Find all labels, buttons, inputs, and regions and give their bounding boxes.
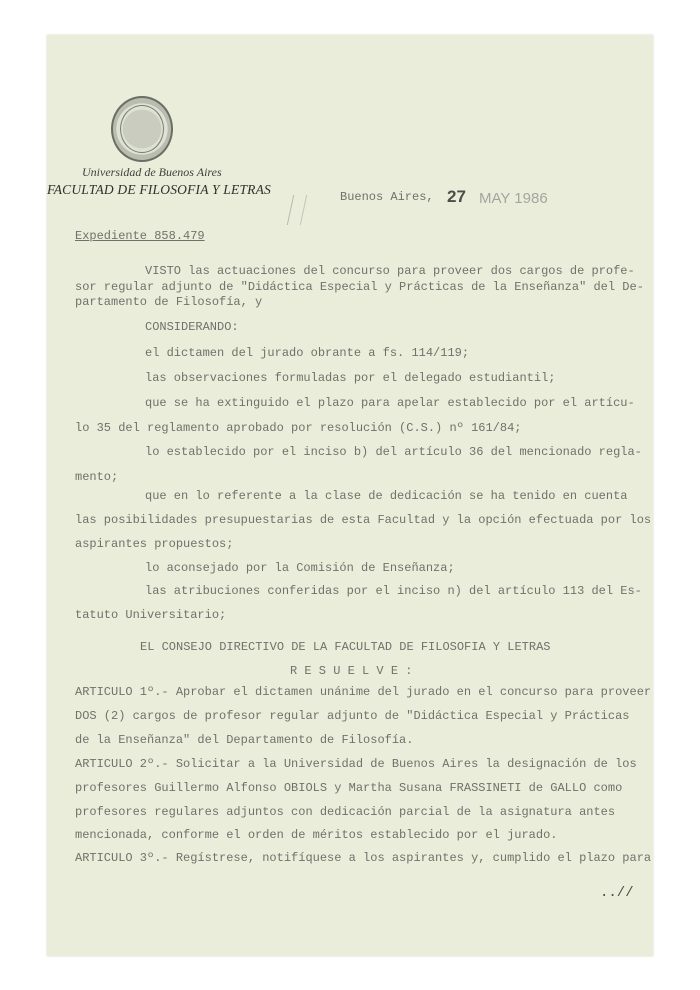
text-line: las observaciones formuladas por el delegado estudiantil; (145, 371, 556, 385)
resuelve-heading: R E S U E L V E : (290, 664, 413, 678)
date-stamp-day: 27 (447, 187, 466, 206)
text-line: tatuto Universitario; (75, 608, 227, 622)
text-line: que se ha extinguido el plazo para apelar establecido por el artícu- (145, 396, 635, 410)
text-line: partamento de Filosofía, y (75, 295, 263, 309)
text-line: profesores Guillermo Alfonso OBIOLS y Martha Susana FRASSINETI de GALLO como (75, 781, 623, 795)
article-2: ARTICULO 2º.- Solicitar a la Universidad de Buenos Aires la designación de los (75, 757, 637, 771)
text-line: aspirantes propuestos; (75, 537, 234, 551)
text-line: lo aconsejado por la Comisión de Enseñanza; (145, 561, 455, 575)
expediente-number: Expediente 858.479 (75, 229, 205, 243)
text-line: mento; (75, 470, 119, 484)
article-1: ARTICULO 1º.- Aprobar el dictamen unánime del jurado en el concurso para proveer (75, 685, 652, 699)
continuation-mark: ..// (600, 885, 634, 901)
text-line: lo establecido por el inciso b) del artículo 36 del mencionado regla- (145, 445, 642, 459)
university-name: Universidad de Buenos Aires (82, 165, 222, 179)
university-seal-logo (111, 96, 173, 162)
text-line: VISTO las actuaciones del concurso para proveer dos cargos de profe- (145, 264, 635, 278)
date-stamp-month-year: MAY 1986 (479, 190, 548, 207)
text-line: que en lo referente a la clase de dedicación se ha tenido en cuenta (145, 489, 628, 503)
text-line: sor regular adjunto de "Didáctica Especial y Prácticas de la Enseñanza" del De- (75, 280, 644, 294)
text-line: de la Enseñanza" del Departamento de Filosofía. (75, 733, 414, 747)
text-line: el dictamen del jurado obrante a fs. 114/119; (145, 346, 470, 360)
text-line: profesores regulares adjuntos con dedicación parcial de la asignatura antes (75, 805, 616, 819)
faculty-name: FACULTAD DE FILOSOFIA Y LETRAS (47, 182, 271, 197)
text-line: mencionada, conforme el orden de méritos establecido por el jurado. (75, 828, 558, 842)
considerando-heading: CONSIDERANDO: (145, 320, 239, 334)
text-line: las atribuciones conferidas por el inciso n) del artículo 113 del Es- (145, 584, 642, 598)
council-heading: EL CONSEJO DIRECTIVO DE LA FACULTAD DE FILOSOFIA Y LETRAS (140, 640, 551, 654)
text-line: DOS (2) cargos de profesor regular adjunto de "Didáctica Especial y Prácticas (75, 709, 630, 723)
article-3: ARTICULO 3º.- Regístrese, notifíquese a los aspirantes y, cumplido el plazo para (75, 851, 652, 865)
text-line: lo 35 del reglamento aprobado por resolución (C.S.) nº 161/84; (75, 421, 522, 435)
text-line: las posibilidades presupuestarias de esta Facultad y la opción efectuada por los (75, 513, 652, 527)
city: Buenos Aires, (340, 190, 434, 204)
